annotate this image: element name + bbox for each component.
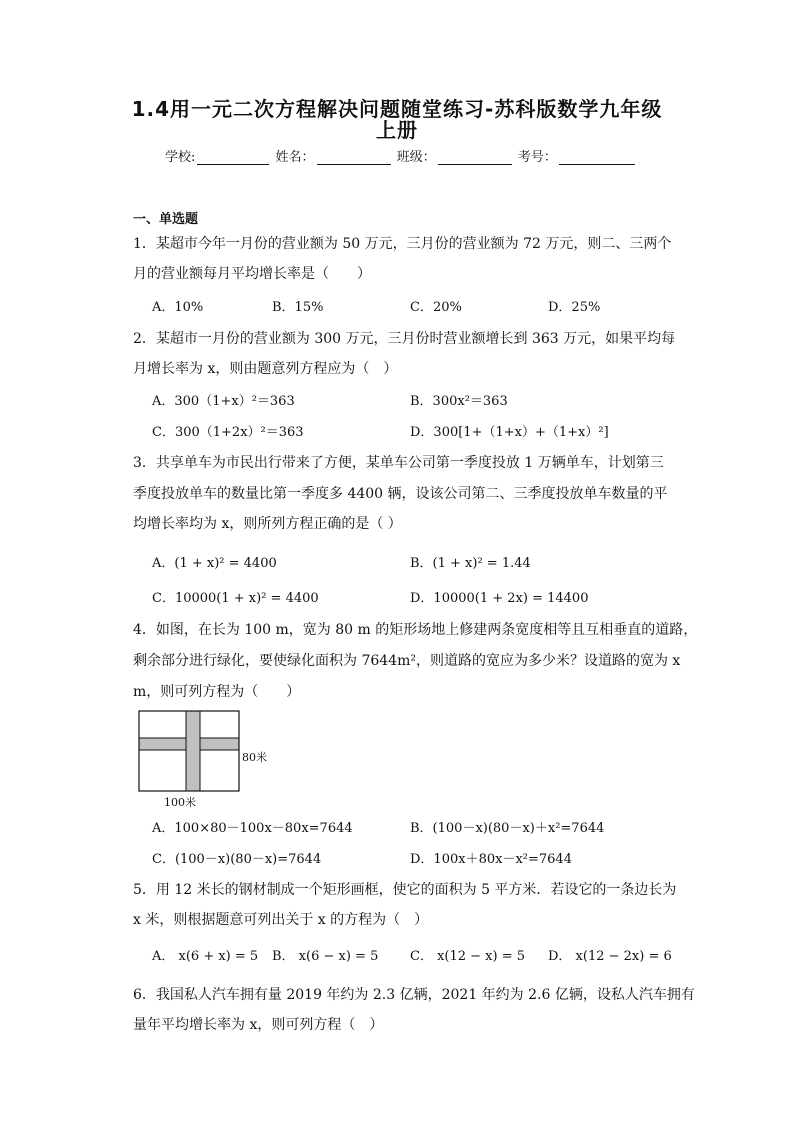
page-title-line2: 上册	[376, 118, 418, 142]
q5-line1: 5．用 12 米长的钢材制成一个矩形画框，使它的面积为 5 平方米．若设它的一条边长为	[133, 882, 677, 898]
road-vertical	[186, 711, 200, 791]
q2-option-b[interactable]: B．300x²＝363	[410, 394, 508, 409]
school-blank[interactable]	[197, 150, 269, 165]
q4-option-d[interactable]: D．100x＋80x－x²=7644	[410, 852, 572, 867]
class-blank[interactable]	[438, 150, 512, 165]
q5-option-c[interactable]: C． x(12 − x) = 5	[410, 949, 526, 964]
q4-option-a[interactable]: A．100×80－100x－80x=7644	[152, 821, 353, 836]
q4-option-b[interactable]: B．(100－x)(80－x)＋x²=7644	[410, 821, 605, 836]
q6-line2: 量年平均增长率为 x，则可列方程（ ）	[133, 1017, 384, 1033]
q4-option-c[interactable]: C．(100－x)(80－x)=7644	[152, 852, 322, 867]
q3-option-c[interactable]: C．10000(1 + x)² = 4400	[152, 591, 319, 606]
q2-option-c[interactable]: C．300（1+2x）²＝363	[152, 425, 304, 440]
number-blank[interactable]	[559, 150, 635, 165]
diagram-width-label: 100米	[164, 796, 196, 809]
q2-option-a[interactable]: A．300（1+x）²＝363	[152, 394, 295, 409]
q3-option-d[interactable]: D．10000(1 + 2x) = 14400	[410, 591, 589, 606]
q3-line2: 季度投放单车的数量比第一季度多 4400 辆，设该公司第二、三季度投放单车数量的平	[133, 486, 668, 502]
q2-line1: 2．某超市一月份的营业额为 300 万元，三月份时营业额增长到 363 万元，如果平均每	[133, 331, 676, 347]
q1-option-a[interactable]: A．10%	[152, 300, 204, 315]
number-label: 考号：	[517, 150, 557, 165]
q3-option-b[interactable]: B．(1 + x)² = 1.44	[410, 556, 531, 571]
q1-option-d[interactable]: D．25%	[548, 300, 601, 315]
class-label: 班级：	[396, 150, 436, 165]
q5-option-a[interactable]: A． x(6 + x) = 5	[152, 949, 259, 964]
q4-line3: m，则可列方程为（ ）	[133, 684, 301, 700]
q3-option-a[interactable]: A．(1 + x)² = 4400	[152, 556, 277, 571]
page-title-line1: 1.4用一元二次方程解决问题随堂练习-苏科版数学九年级	[131, 97, 663, 121]
name-blank[interactable]	[317, 150, 391, 165]
q1-line1: 1．某超市今年一月份的营业额为 50 万元，三月份的营业额为 72 万元，则二、三两个	[133, 236, 672, 252]
q6-line1: 6．我国私人汽车拥有量 2019 年约为 2.3 亿辆，2021 年约为 2.6 亿辆，设私人汽车拥有	[133, 987, 695, 1003]
q4-line1: 4．如图，在长为 100 m，宽为 80 m 的矩形场地上修建两条宽度相等且互相垂直的道路，	[133, 622, 698, 638]
q2-line2: 月增长率为 x，则由题意列方程应为（ ）	[133, 361, 398, 377]
q5-line2: x 米，则根据题意可列出关于 x 的方程为（ ）	[133, 912, 429, 928]
name-label: 姓名：	[275, 150, 315, 165]
q3-line3: 均增长率均为 x，则所列方程正确的是（ ）	[133, 516, 402, 532]
q2-option-d[interactable]: D．300[1+（1+x）+（1+x）²]	[410, 425, 609, 440]
q3-line1: 3．共享单车为市民出行带来了方便，某单车公司第一季度投放 1 万辆单车，计划第三	[133, 455, 664, 471]
section-heading: 一、单选题	[133, 212, 199, 227]
q1-option-c[interactable]: C．20%	[410, 300, 462, 315]
q1-option-b[interactable]: B．15%	[272, 300, 324, 315]
q4-line2: 剩余部分进行绿化，要使绿化面积为 7644m²，则道路的宽应为多少米？设道路的宽为 x	[133, 653, 681, 669]
diagram-height-label: 80米	[242, 751, 267, 764]
q5-option-b[interactable]: B． x(6 − x) = 5	[272, 949, 379, 964]
q5-option-d[interactable]: D． x(12 − 2x) = 6	[548, 949, 672, 964]
q1-line2: 月的营业额每月平均增长率是（ ）	[133, 266, 371, 282]
school-label: 学校:	[165, 150, 196, 165]
student-info-row	[165, 146, 637, 165]
